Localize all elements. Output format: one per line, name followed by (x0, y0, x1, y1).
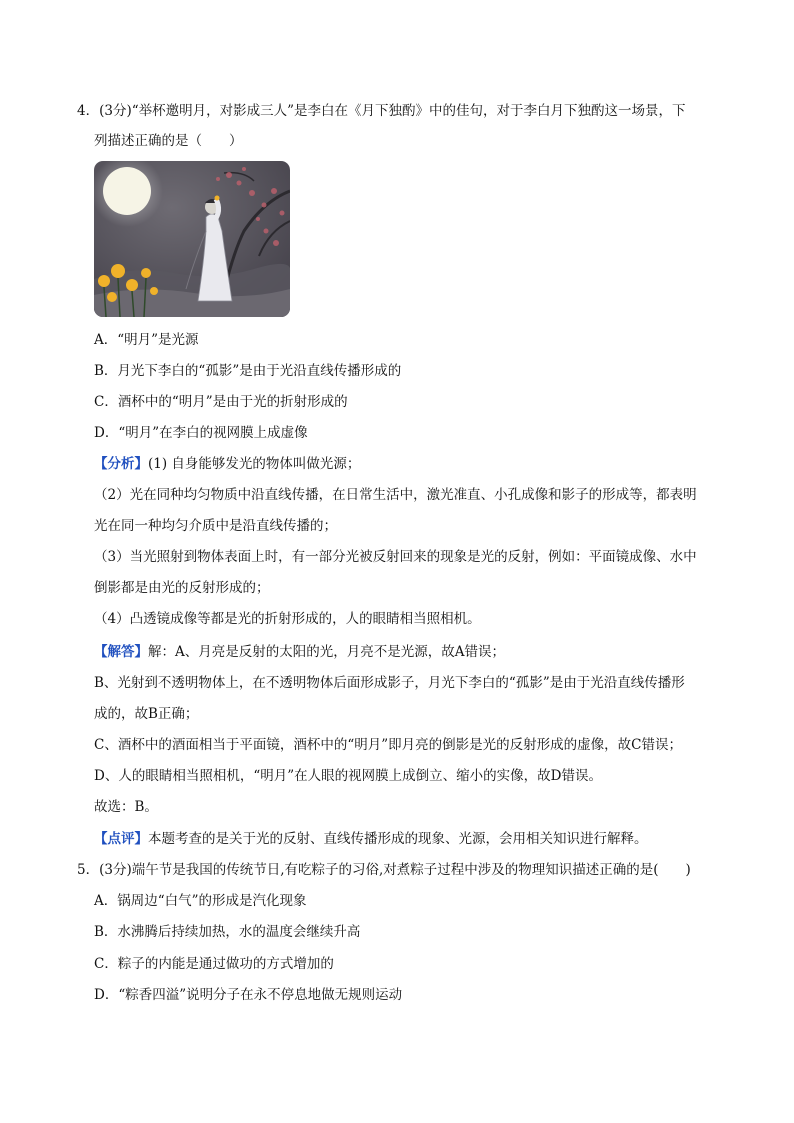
q4-option-c: C．酒杯中的“明月”是由于光的折射形成的 (94, 394, 348, 410)
moon-poet-illustration-icon (94, 161, 290, 317)
answer-line-1: 【解答】解：A、月亮是反射的太阳的光，月亮不是光源，故A错误； (94, 644, 505, 660)
q5-stem: 5．(3分)端午节是我国的传统节日,有吃粽子的习俗,对煮粽子过程中涉及的物理知识描述正确的是( ) (77, 862, 691, 878)
answer-line-4: C、酒杯中的酒面相当于平面镜，酒杯中的“明月”即月亮的倒影是光的反射形成的虚像，故C错误； (94, 737, 682, 753)
analysis-line-3: 光在同一种均匀介质中是沿直线传播的； (94, 518, 337, 534)
analysis-line-5: 倒影都是由光的反射形成的； (94, 580, 270, 596)
comment-tag: 【点评】 (94, 831, 148, 847)
analysis-line-1: 【分析】(1) 自身能够发光的物体叫做光源； (94, 456, 361, 472)
q4-option-d: D．“明月”在李白的视网膜上成虚像 (94, 425, 308, 441)
answer-line-3: 成的，故B正确； (94, 706, 199, 722)
q5-option-a: A．锅周边“白气”的形成是汽化现象 (94, 893, 307, 909)
q5-option-d: D．“粽香四溢”说明分子在永不停息地做无规则运动 (94, 987, 403, 1003)
answer-tag: 【解答】 (94, 644, 148, 660)
analysis-tag: 【分析】 (94, 456, 148, 472)
q4-stem-line2: 列描述正确的是（ ） (94, 133, 243, 149)
answer-line-2: B、光射到不透明物体上，在不透明物体后面形成影子，月光下李白的“孤影”是由于光沿直线传播形 (94, 675, 685, 691)
analysis-line-2: （2）光在同种均匀物质中沿直线传播，在日常生活中，激光准直、小孔成像和影子的形成等，都表明 (94, 487, 697, 503)
q5-option-b: B．水沸腾后持续加热，水的温度会继续升高 (94, 924, 361, 940)
comment-line: 【点评】本题考查的是关于光的反射、直线传播形成的现象、光源，会用相关知识进行解释。 (94, 831, 648, 847)
answer-line-6: 故选：B。 (94, 799, 158, 815)
answer-line-5: D、人的眼睛相当照相机，“明月”在人眼的视网膜上成倒立、缩小的实像，故D错误。 (94, 768, 602, 784)
analysis-line-4: （3）当光照射到物体表面上时，有一部分光被反射回来的现象是光的反射，例如：平面镜成像、水中 (94, 549, 697, 565)
q4-stem-line1: 4．(3分)“举杯邀明月，对影成三人”是李白在《月下独酌》中的佳句，对于李白月下独酌这一场景，下 (77, 103, 686, 119)
q4-option-b: B．月光下李白的“孤影”是由于光沿直线传播形成的 (94, 363, 402, 379)
q5-option-c: C．粽子的内能是通过做功的方式增加的 (94, 956, 334, 972)
analysis-line-6: （4）凸透镜成像等都是光的折射形成的，人的眼睛相当照相机。 (94, 611, 481, 627)
q4-option-a: A．“明月”是光源 (94, 332, 199, 348)
